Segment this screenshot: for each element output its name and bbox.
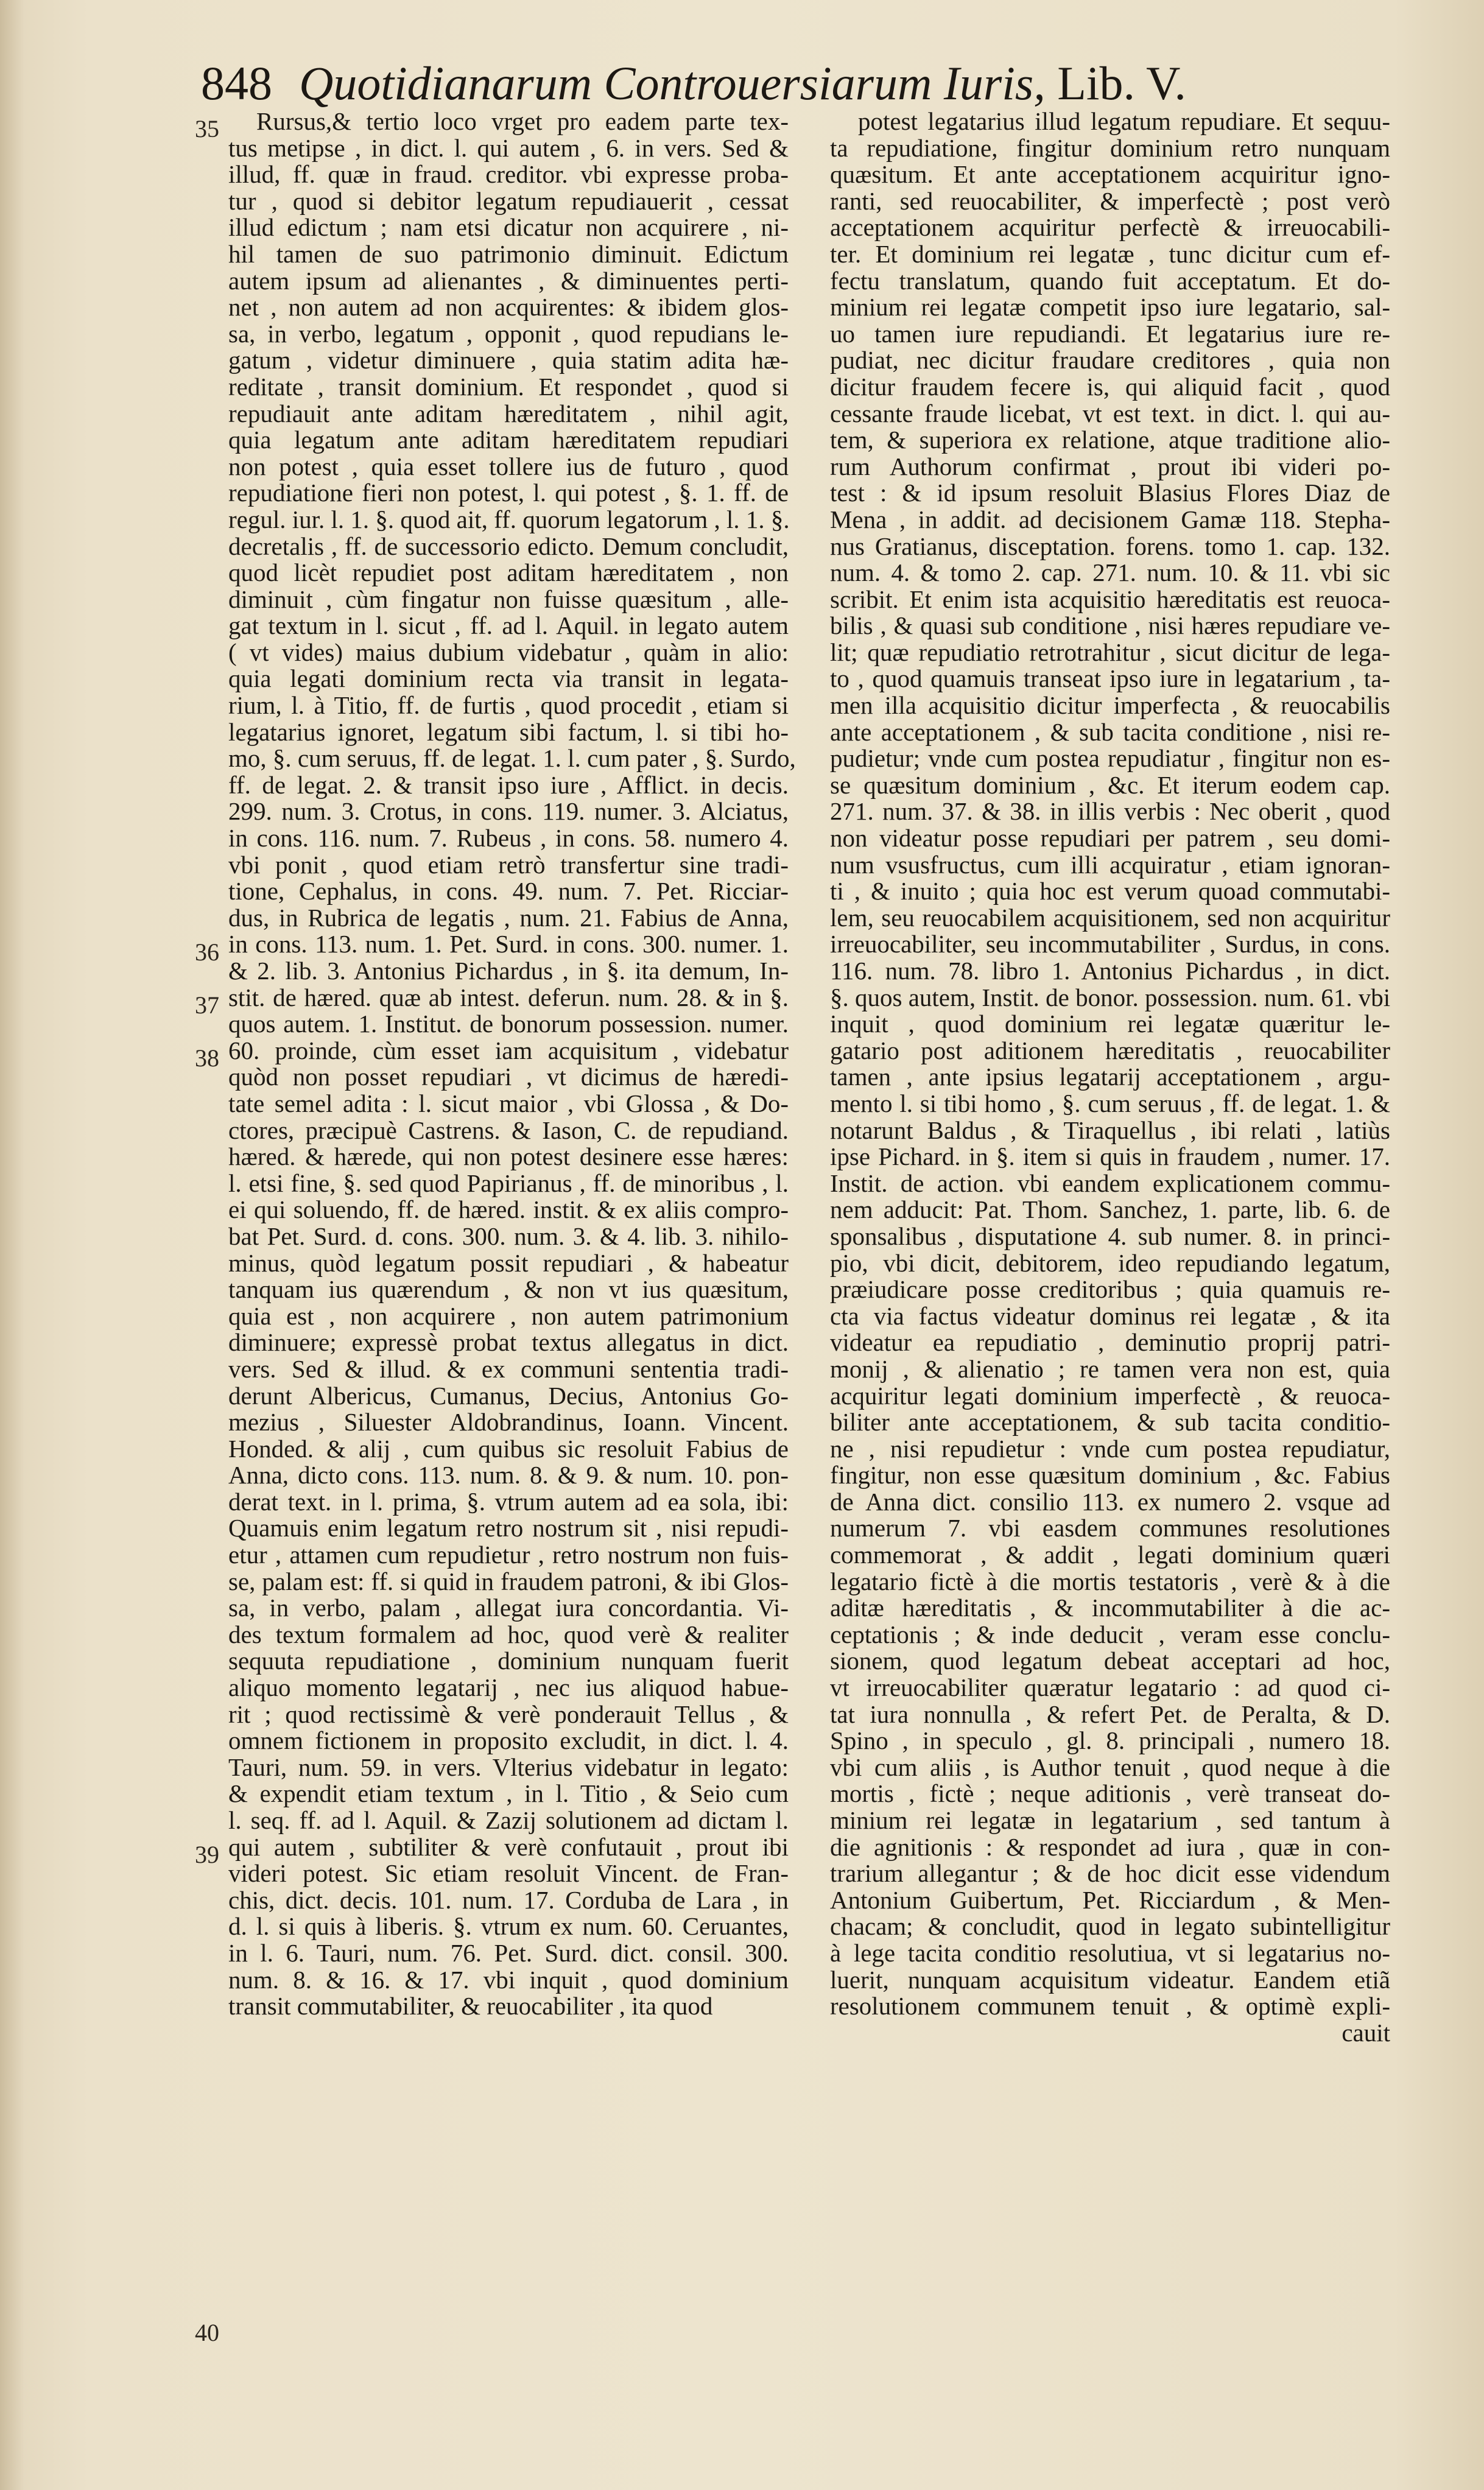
text-line: Rursus,& tertio loco vrget pro eadem parte tex- <box>256 107 789 135</box>
text-line: ( vt vides) maius dubium videbatur , quàm in alio: <box>228 638 789 666</box>
margin-number: 38 <box>195 1044 219 1072</box>
text-line: Antonium Guibertum, Pet. Ricciardum , & Men- <box>830 1885 1390 1914</box>
text-line: diminuit , cùm fingatur non fuisse quæsitum , alle- <box>228 585 789 613</box>
text-line: ne , nisi repudietur : vnde cum postea repudiatur, <box>830 1434 1390 1463</box>
text-line: Instit. de action. vbi eandem explicationem commu- <box>830 1169 1390 1197</box>
text-line: irreuocabiliter, seu incommutabiliter , Surdus, in cons. <box>830 930 1390 958</box>
text-line: tamen , ante ipsius legatarij acceptationem , argu- <box>830 1063 1390 1091</box>
text-line: autem ipsum ad alienantes , & diminuentes perti- <box>228 266 789 295</box>
text-line: mezius , Siluester Aldobrandinus, Ioann. Vincent. <box>228 1408 789 1437</box>
text-line: ante acceptationem , & sub tacita conditione , nisi re- <box>830 717 1390 746</box>
text-line: Honded. & alij , cum quibus sic resoluit Fabius de <box>228 1434 789 1463</box>
text-line: dus, in Rubrica de legatis , num. 21. Fabius de Anna, <box>228 903 789 932</box>
text-line: hil tamen de suo patrimonio diminuit. Edictum <box>228 239 789 268</box>
text-line: pudiat, nec dicitur fraudare creditores , quia non <box>830 346 1390 375</box>
margin-number: 37 <box>195 991 219 1019</box>
text-line: ipse Pichard. in §. item si quis in fraudem , numer. 17. <box>830 1142 1390 1171</box>
text-line: tem, & superiora ex relatione, atque traditione alio- <box>830 426 1390 454</box>
text-line: tur , quod si debitor legatum repudiauerit , cessat <box>228 186 789 215</box>
text-line: §. quos autem, Instit. de bonor. possession. num. 61. vbi <box>830 983 1391 1011</box>
text-line: in l. 6. Tauri, num. 76. Pet. Surd. dict. consil. 300. <box>228 1938 789 1967</box>
text-line: sionem, quod legatum debeat acceptari ad hoc, <box>830 1647 1390 1675</box>
text-line: legatario fictè à die mortis testatoris , verè & à die <box>830 1567 1390 1595</box>
text-line: num. 4. & tomo 2. cap. 271. num. 10. & 11. vbi sic <box>830 558 1390 587</box>
text-line: quòd non posset repudiari , vt dicimus de hæredi- <box>228 1063 789 1091</box>
text-line: tat iura nonnulla , & refert Pet. de Peralta, & D. <box>830 1700 1390 1728</box>
text-line: tus metipse , in dict. l. qui autem , 6. in vers. Sed & <box>228 133 789 162</box>
text-line: illud edictum ; nam etsi dicatur non acquirere , ni- <box>228 213 789 242</box>
text-line: minium rei legatæ in legatarium , sed tantum à <box>830 1806 1390 1834</box>
margin-number: 40 <box>195 2318 219 2346</box>
text-line: & 2. lib. 3. Antonius Pichardus , in §. ita demum, In- <box>228 957 789 985</box>
text-line: hæred. & hærede, qui non potest desinere esse hæres: <box>228 1142 789 1171</box>
text-line: quia legati dominium recta via transit in legata- <box>228 664 789 693</box>
text-line: luerit, nunquam acquisitum videatur. Eandem etiã <box>830 1965 1390 1994</box>
text-line: d. l. si quis à liberis. §. vtrum ex num. 60. Ceruantes, <box>228 1912 789 1941</box>
text-line: inquit , quod dominium rei legatæ quæritur le- <box>830 1010 1390 1038</box>
text-line: mo, §. cum seruus, ff. de legat. 1. l. cum pater , §. Surdo, <box>228 744 796 773</box>
text-line: 271. num. 37. & 38. in illis verbis : Nec oberit , quod <box>830 797 1390 826</box>
text-line: resolutionem communem tenuit , & optimè expli- <box>830 1992 1390 2020</box>
text-line: gatario post aditionem hæreditatis , reuocabiliter <box>830 1036 1390 1064</box>
text-line: l. seq. ff. ad l. Aquil. & Zazij solutionem ad dictam l. <box>228 1806 789 1834</box>
text-line: l. etsi fine, §. sed quod Papirianus , ff. de minoribus , l. <box>228 1169 789 1197</box>
text-line: des textum formalem ad hoc, quod verè & realiter <box>228 1620 789 1648</box>
text-line: qui autem , subtiliter & verè confutauit , prout ibi <box>228 1832 789 1861</box>
running-title: Quotidianarum Controuersiarum Iuris, <box>299 57 1046 110</box>
right-column <box>830 108 1390 2046</box>
text-line: minus, quòd legatum possit repudiari , & habeatur <box>228 1248 789 1277</box>
text-line: pio, vbi dicit, debitorem, ideo repudiando legatum, <box>830 1248 1390 1277</box>
text-line: num. 8. & 16. & 17. vbi inquit , quod dominium <box>228 1965 789 1994</box>
text-line: ceptationis ; & inde deducit , veram esse conclu- <box>830 1620 1390 1648</box>
text-line: & expendit etiam textum , in l. Titio , & Seio cum <box>228 1779 789 1808</box>
text-line: sponsalibus , disputatione 4. sub numer. 8. in princi- <box>830 1222 1390 1250</box>
left-column <box>228 107 796 2020</box>
text-line: omnem fictionem in proposito excludit, in dict. l. 4. <box>228 1726 789 1755</box>
text-line: videri potest. Sic etiam resoluit Vincent. de Fran- <box>228 1859 789 1888</box>
text-line: repudiauit ante aditam hæreditatem , nihil agit, <box>228 399 789 427</box>
text-line: pudietur; vnde cum postea repudiatur , fingitur non es- <box>830 744 1390 773</box>
text-line: in cons. 116. num. 7. Rubeus , in cons. 58. numero 4. <box>228 824 789 853</box>
text-line: fingitur, non esse quæsitum dominium , &c. Fabius <box>830 1461 1390 1489</box>
text-line: aditæ hæreditatis , & incommutabiliter à die ac- <box>830 1594 1390 1622</box>
text-line: ff. de legat. 2. & transit ipso iure , Afflict. in decis. <box>228 770 789 799</box>
text-line: lit; quæ repudiatio retrotrahitur , sicut dicitur de lega- <box>830 638 1390 666</box>
text-line: uo tamen iure repudiandi. Et legatarius iure re- <box>830 319 1390 348</box>
text-line: vers. Sed & illud. & ex communi sententia tradi- <box>228 1354 789 1383</box>
text-line: chis, dict. decis. 101. num. 17. Corduba de Lara , in <box>228 1885 789 1914</box>
text-line: gat textum in l. sicut , ff. ad l. Aquil. in legato autem <box>228 611 789 640</box>
page-edge-shadow <box>0 0 24 2490</box>
text-line: ctores, præcipuè Castrens. & Iason, C. de repudiand. <box>228 1116 789 1144</box>
text-line: decretalis , ff. de successorio edicto. Demum concludit, <box>228 532 789 560</box>
catchword: cauit <box>1342 2018 1390 2047</box>
text-line: men illa acquisitio dicitur imperfecta , & reuocabilis <box>830 691 1390 720</box>
text-line: à lege tacita conditio resolutiua, vt si legatarius no- <box>830 1938 1390 1967</box>
text-line: se, palam est: ff. si quid in fraudem patroni, & ibi Glos- <box>228 1567 789 1595</box>
text-line: quia est , non acquirere , non autem patrimonium <box>228 1301 789 1330</box>
text-line: lem, seu reuocabilem acquisitionem, sed non acquiritur <box>830 903 1390 932</box>
text-line: ti , & inuito ; quia hoc est verum quoad commutabi- <box>830 877 1390 906</box>
text-line: to , quod quamuis transeat ipso iure in legatarium , ta- <box>830 664 1390 693</box>
text-line: num vsusfructus, cum illi acquiratur , etiam ignoran- <box>830 850 1390 879</box>
text-line: transit commutabiliter, & reuocabiliter , ita quod <box>228 1992 713 2020</box>
text-line: ta repudiatione, fingitur dominium retro nunquam <box>830 133 1390 162</box>
text-line: repudiatione fieri non potest, l. qui potest , §. 1. ff. de <box>228 479 789 507</box>
text-line: nus Gratianus, disceptation. forens. tomo 1. cap. 132. <box>830 532 1390 560</box>
text-line: vt irreuocabiliter quæratur legatario : ad quod ci- <box>830 1673 1390 1702</box>
text-line: præiudicare posse creditoribus ; quia quamuis re- <box>830 1275 1390 1304</box>
text-line: vbi cum aliis , is Author tenuit , quod neque à die <box>830 1753 1390 1781</box>
text-line: quia legatum ante aditam hæreditatem repudiari <box>228 426 789 454</box>
text-line: gatum , videtur diminuere , quia statim adita hæ- <box>228 346 789 375</box>
text-line: rit ; quod rectissimè & verè ponderauit Tellus , & <box>228 1700 789 1728</box>
text-line: se quæsitum dominium , &c. Et iterum eodem cap. <box>830 770 1390 799</box>
text-line: tanquam ius quærendum , & non vt ius quæsitum, <box>228 1275 789 1304</box>
text-line: stit. de hæred. quæ ab intest. deferun. num. 28. & in §. <box>228 983 789 1011</box>
text-line: de Anna dict. consilio 113. ex numero 2. vsque ad <box>830 1487 1390 1516</box>
text-line: quos autem. 1. Institut. de bonorum possession. numer. <box>228 1010 789 1038</box>
text-line: Tauri, num. 59. in vers. Vlterius videbatur in legato: <box>228 1753 789 1781</box>
text-line: 299. num. 3. Crotus, in cons. 119. numer. 3. Alciatus, <box>228 797 789 826</box>
text-line: in cons. 113. num. 1. Pet. Surd. in cons. 300. numer. 1. <box>228 930 789 958</box>
text-line: Mena , in addit. ad decisionem Gamæ 118. Stepha- <box>830 505 1390 533</box>
text-line: legatarius ignoret, legatum sibi factum, l. si tibi ho- <box>228 717 789 746</box>
text-line: tione, Cephalus, in cons. 49. num. 7. Pet. Ricciar- <box>228 877 789 906</box>
text-line: rium, l. à Titio, ff. de furtis , quod procedit , etiam si <box>228 691 789 720</box>
text-line: sequuta repudiatione , dominium nunquam fuerit <box>228 1647 789 1675</box>
text-line: non videatur posse repudiari per patrem , seu domi- <box>830 824 1390 853</box>
margin-number: 36 <box>195 938 219 966</box>
text-line: monij , & alienatio ; re tamen vera non est, quia <box>830 1354 1390 1383</box>
text-line: mortis , fictè ; neque aditionis , verè transeat do- <box>830 1779 1390 1808</box>
text-line: acceptationem acquiritur perfectè & irreuocabili- <box>830 213 1390 242</box>
text-line: vbi ponit , quod etiam retrò transfertur sine tradi- <box>228 850 789 879</box>
text-line: test : & id ipsum resoluit Blasius Flores Diaz de <box>830 479 1390 507</box>
text-line: tate semel adita : l. sicut maior , vbi Glossa , & Do- <box>228 1089 789 1117</box>
text-line: potest legatarius illud legatum repudiare. Et sequu- <box>858 107 1390 135</box>
text-line: Quamuis enim legatum retro nostrum sit , nisi repudi- <box>228 1514 789 1542</box>
text-line: scribit. Et enim ista acquisitio hæreditatis est reuoca- <box>830 585 1390 613</box>
text-line: bat Pet. Surd. d. cons. 300. num. 3. & 4. lib. 3. nihilo- <box>228 1222 789 1250</box>
text-line: derunt Albericus, Cumanus, Decius, Antonius Go- <box>228 1381 789 1410</box>
text-line: etur , attamen cum repudietur , retro nostrum non fuis- <box>228 1541 789 1569</box>
text-line: 60. proinde, cùm esset iam acquisitum , videbatur <box>228 1036 789 1064</box>
text-line: ei qui soluendo, ff. de hæred. instit. & ex aliis compro- <box>228 1195 789 1224</box>
text-line: biliter ante acceptationem, & sub tacita conditio- <box>830 1408 1390 1437</box>
text-line: diminuere; expressè probat textus allegatus in dict. <box>228 1328 789 1357</box>
text-line: non potest , quia esset tollere ius de futuro , quod <box>228 452 789 480</box>
text-line: numerum 7. vbi easdem communes resolutiones <box>830 1514 1390 1542</box>
book-number: Lib. V. <box>1057 57 1186 110</box>
text-line: videatur ea repudiatio , deminutio proprij patri- <box>830 1328 1390 1357</box>
text-line: mento l. si tibi homo , §. cum seruus , ff. de legat. 1. & <box>830 1089 1390 1117</box>
text-line: sa, in verbo, palam , allegat iura concordantia. Vi- <box>228 1594 789 1622</box>
margin-number: 39 <box>195 1841 219 1868</box>
text-line: ranti, sed reuocabiliter, & imperfectè ; post verò <box>830 186 1390 215</box>
text-line: ter. Et dominium rei legatæ , tunc dicitur cum ef- <box>830 239 1390 268</box>
text-line: cta via factus videatur dominus rei legatæ , & ita <box>830 1301 1390 1330</box>
text-line: illud, ff. quæ in fraud. creditor. vbi expresse proba- <box>228 160 789 189</box>
text-line: net , non autem ad non acquirentes: & ibidem glos- <box>228 293 789 322</box>
text-line: reditate , transit dominium. Et respondet , quod si <box>228 372 789 401</box>
text-line: chacam; & concludit, quod in legato subintelligitur <box>830 1912 1390 1941</box>
text-line: acquiritur legati dominium imperfectè , & reuoca- <box>830 1381 1390 1410</box>
text-line: die agnitionis : & respondet ad iura , quæ in con- <box>830 1832 1390 1861</box>
text-line: fectu translatum, quando fuit acceptatum. Et do- <box>830 266 1390 295</box>
text-line: 116. num. 78. libro 1. Antonius Pichardus , in dict. <box>830 957 1390 985</box>
text-line: quæsitum. Et ante acceptationem acquiritur igno- <box>830 160 1390 189</box>
text-line: nem adducit: Pat. Thom. Sanchez, 1. parte, lib. 6. de <box>830 1195 1390 1224</box>
text-line: derat text. in l. prima, §. vtrum autem ad ea sola, ibi: <box>228 1487 789 1516</box>
text-line: Spino , in speculo , gl. 8. principali , numero 18. <box>830 1726 1390 1755</box>
text-line: rum Authorum confirmat , prout ibi videri po- <box>830 452 1390 480</box>
text-line: Anna, dicto cons. 113. num. 8. & 9. & num. 10. pon- <box>228 1461 789 1489</box>
text-line: notarunt Baldus , & Tiraquellus , ibi relati , latiùs <box>830 1116 1390 1144</box>
text-line: cessante fraude licebat, vt est text. in dict. l. qui au- <box>830 399 1390 427</box>
text-line: quod licèt repudiet post aditam hæreditatem , non <box>228 558 789 587</box>
page-number: 848 <box>201 57 272 110</box>
text-line: sa, in verbo, legatum , opponit , quod repudians le- <box>228 319 789 348</box>
text-line: regul. iur. l. 1. §. quod ait, ff. quorum legatorum , l. 1. §. <box>228 505 790 533</box>
text-line: commemorat , & addit , legati dominium quæri <box>830 1541 1390 1569</box>
margin-number: 35 <box>195 115 219 142</box>
text-line: trarium allegantur ; & de hoc dicit esse videndum <box>830 1859 1390 1888</box>
text-line: minium rei legatæ competit ipso iure legatario, sal- <box>830 293 1390 322</box>
text-line: bilis , & quasi sub conditione , nisi hæres repudiare ve- <box>830 611 1390 640</box>
text-line: aliquo momento legatarij , nec ius aliquod habue- <box>228 1673 789 1702</box>
text-line: dicitur fraudem fecere is, qui aliquid facit , quod <box>830 372 1390 401</box>
